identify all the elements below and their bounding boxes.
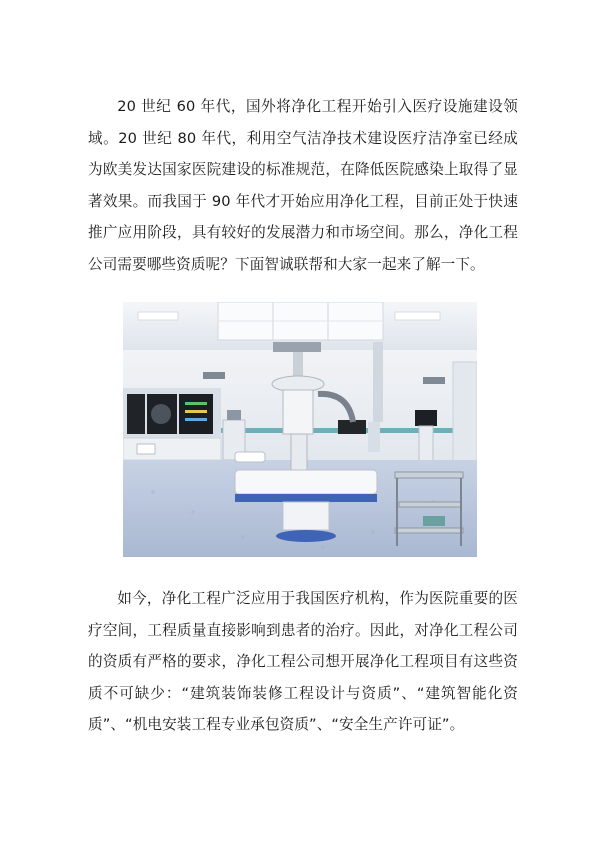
requirements-paragraph: 如今，净化工程广泛应用于我国医疗机构，作为医院重要的医疗空间，工程质量直接影响到患者的治疗。因此，对净化工程公司的资质有严格的要求，净化工程公司想开展净化工程项目有这些资质不可缺少：“建筑装饰装修工程设计与资质”、“建筑智能化资质”、“机电安装工程专业承包资质”、“安全生产许可证”。: [88, 590, 518, 733]
operating-room-illustration: [123, 302, 477, 557]
operating-room-photo: [123, 302, 477, 557]
intro-paragraph: 20 世纪 60 年代，国外将净化工程开始引入医疗设施建设领域。20 世纪 80 年代，利用空气洁净技术建设医疗洁净室已经成为欧美发达国家医院建设的标准规范，在降低医院感染上取得了显著效果。而我国于 90 年代才开始应用净化工程，目前正处于快速推广应用阶段，具有较好的发展潜力和市场空间。那么，净化工程公司需要哪些资质呢？下面智诚联帮和大家一起来了解一下。: [88, 98, 518, 273]
